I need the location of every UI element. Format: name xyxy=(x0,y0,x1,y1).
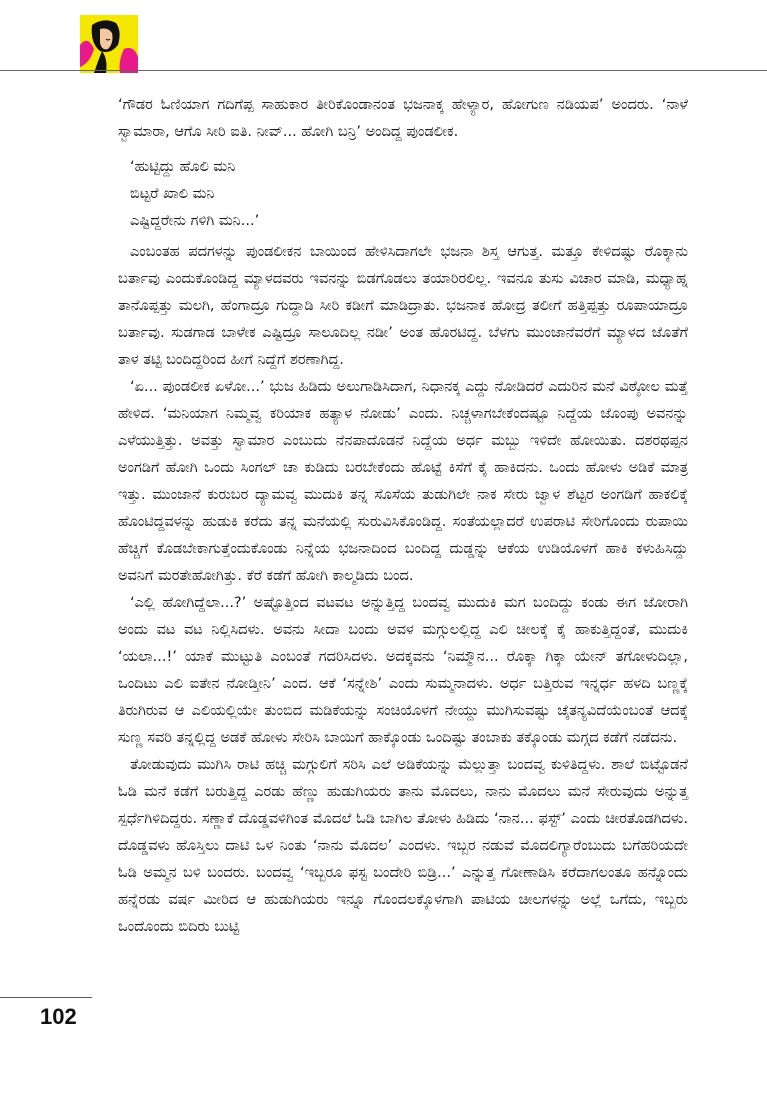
woman-face-logo-icon xyxy=(80,15,138,73)
page-number: 102 xyxy=(40,1004,77,1029)
paragraph-3: ‘ಏ... ಪುಂಡಲೀಕ ಏಳೋ...’ ಭುಜ ಹಿಡಿದು ಅಲುಗಾಡಿಸಿದಾಗ, ನಿಧಾನಕ್ಕ ಎದ್ದು ನೋಡಿದರೆ ಎದುರಿನ ಮನೆ ವಿಠ್ಠೋಲ ಮತ್ತೆ ಹೇಳಿದ. ‘ಮನಿಯಾಗ ನಿಮ್ಮವ್ವ ಕರಿಯಾಕ ಹತ್ಯಾಳ ನೋಡು’ ಎಂದು. ನಿಚ್ಚಳಾಗಬೇಕೆಂದಷ್ಟೂ ನಿದ್ದೆಯ ಜೊಂಪು ಅವನನ್ನು ಎಳೆಯುತ್ತಿತ್ತು. ಅವತ್ತು ಸ್ವಾಮಾರ ಎಂಬುದು ನೆನಪಾದೊಡನೆ ನಿದ್ದೆಯ ಅರ್ಧ ಮಬ್ಬು ಇಳಿದೇ ಹೋಯಿತು. ದಶರಥಪ್ಪನ ಅಂಗಡಿಗೆ ಹೋಗಿ ಒಂದು ಸಿಂಗಲ್ ಚಾ ಕುಡಿದು ಬರಬೇಕೆಂದು ಹೊಟ್ಟೆ ಕಿಸೆಗೆ ಕೈ ಹಾಕಿದನು. ಒಂದು ಹೋಳು ಅಡಿಕೆ ಮಾತ್ರ ಇತ್ತು. ಮುಂಜಾನೆ ಕುರುಬರ ದ್ಯಾಮವ್ವ ಮುದುಕಿ ತನ್ನ ಸೊಸೆಯ ತುಡುಗಿಲೇ ನಾಕ ಸೇರು ಜ್ವಾಳ ಶೆಟ್ಟರ ಅಂಗಡಿಗೆ ಹಾಕಲಿಕ್ಕೆ ಹೊಂಟಿದ್ದವಳನ್ನು ಹುಡುಕಿ ಕರೆದು ತನ್ನ ಮನೆಯಲ್ಲಿ ಸುರುವಿಸಿಕೊಂಡಿದ್ದ. ಸಂತೆಯಲ್ಲಾದರೆ ಉಪರಾಟಿ ಸೇರಿಗೊಂದು ರುಪಾಯಿ ಹೆಚ್ಚಿಗೆ ಕೊಡಬೇಕಾಗುತ್ತೆಂದುಕೊಂಡು ನಿನ್ನೆಯ ಭಜನಾದಿಂದ ಬಂದಿದ್ದ ದುಡ್ಡನ್ನು ಆಕೆಯ ಉಡಿಯೊಳಗೆ ಹಾಕಿ ಕಳುಹಿಸಿದ್ದು ಅವನಿಗೆ ಮರತೇಹೋಗಿತ್ತು. ಕೆರೆ ಕಡೆಗೆ ಹೋಗಿ ಕಾಲ್ಮಡಿದು ಬಂದ. xyxy=(118,379,688,584)
header-rule xyxy=(0,70,767,71)
poem-line: ಎಷ್ಟಿದ್ದರೇನು ಗಳಿಗಿ ಮನಿ...’ xyxy=(130,213,260,229)
paragraph-5: ತೋಡುವುದು ಮುಗಿಸಿ ರಾಟಿ ಹಚ್ಚಿ ಮಗ್ಗುಲಿಗೆ ಸರಿಸಿ ಎಲೆ ಅಡಿಕೆಯನ್ನು ಮೆಲ್ಲುತ್ತಾ ಬಂದವ್ವ ಕುಳಿತಿದ್ದಳು. ಶಾಲೆ ಬಿಟ್ಟೊಡನೆ ಓಡಿ ಮನೆ ಕಡೆಗೆ ಬರುತ್ತಿದ್ದ ಎರಡು ಹೆಣ್ಣು ಹುಡುಗಿಯರು ತಾನು ಮೊದಲು, ನಾನು ಮೊದಲು ಮನೆ ಸೇರುವುದು ಅನ್ನುತ್ತ ಸ್ಪರ್ಧೆಗಿಳಿದಿದ್ದರು. ಸಣ್ಣಾಕೆ ದೊಡ್ಡವಳಿಗಿಂತ ಮೊದಲೆ ಓಡಿ ಬಾಗಿಲ ತೋಳು ಹಿಡಿದು ‘ನಾನ... ಫಸ್ಟ್’ ಎಂದು ಚೀರತೊಡಗಿದಳು. ದೊಡ್ಡವಳು ಹೊಸ್ತಿಲು ದಾಟಿ ಒಳ ನಿಂತು ‘ನಾನು ಮೊದಲ’ ಎಂದಳು. ಇಬ್ಬರ ನಡುವೆ ಮೊದಲಿಗ್ಯಾರೆಂಬುದು ಬಗೆಹರಿಯದೇ ಓಡಿ ಅಮ್ಮನ ಬಳಿ ಬಂದರು. ಬಂದವ್ವ ‘ಇಬ್ಬರೂ ಫಸ್ಟ ಬಂದೇರಿ ಬಿಡ್ರಿ...’ ಎನ್ನುತ್ತ ಗೋಣಾಡಿಸಿ ಕರೆದಾಗಲಂತೂ ಹನ್ನೊಂದು ಹನ್ನೆರಡು ವರ್ಷ ಮೀರಿದ ಆ ಹುಡುಗಿಯರು ಇನ್ನೂ ಗೊಂದಲಕ್ಕೊಳಗಾಗಿ ಪಾಟಿಯ ಚೀಲಗಳನ್ನು ಅಲ್ಲೆ ಒಗೆದು, ಇಬ್ಬರು ಒಂದೊಂದು ಬಿದಿರು ಬುಟ್ಟಿ xyxy=(118,757,688,935)
poem-block xyxy=(130,154,688,235)
paragraph-4: ‘ಎಲ್ಲಿ ಹೋಗಿದ್ದೆಲಾ...?’ ಅಷ್ಟೊತ್ತಿಂದ ವಟವಟ ಅನ್ನುತ್ತಿದ್ದ ಬಂದವ್ವ ಮುದುಕಿ ಮಗ ಬಂದಿದ್ದು ಕಂಡು ಈಗ ಜೋರಾಗಿ ಅಂದು ವಟ ವಟ ನಿಲ್ಲಿಸಿದಳು. ಅವನು ಸೀದಾ ಬಂದು ಅವಳ ಮಗ್ಗುಲಲ್ಲಿದ್ದ ಎಲಿ ಚೀಲಕ್ಕೆ ಕೈ ಹಾಕುತ್ತಿದ್ದಂತೆ, ಮುದುಕಿ ‘ಯಲಾ...!’ ಯಾಕೆ ಮುಟ್ಟುತಿ ಎಂಬಂತೆ ಗದರಿಸಿದಳು. ಅದಕ್ಕವನು ‘ನಿಮ್ಮೌನ... ರೊಕ್ಕಾ ಗಿಕ್ಕಾ ಯೇನ್ ತಗೋಳುದಿಲ್ಲಾ, ಒಂದಿಟು ಎಲಿ ಐತೇನ ನೋಡ್ತೀನಿ’ ಎಂದ. ಆಕೆ ‘ಸನ್ನೇಶಿ’ ಎಂದು ಸುಮ್ಮನಾದಳು. ಅರ್ಧ ಬತ್ತಿರುವ ಇನ್ನರ್ಧ ಹಳದಿ ಬಣ್ಣಕ್ಕೆ ತಿರುಗಿರುವ ಆ ಎಲಿಯಲ್ಲಿಯೇ ತುಂಬಿದ ಮಡಿಕೆಯನ್ನು ಸಂಚಿಯೊಳಗೆ ನೇಯ್ದು ಮುಗಿಸುವಷ್ಟು ಚೈತನ್ಯವಿದೆಯೆಂಬಂತೆ ಆದಕ್ಕೆ ಸುಣ್ಣ ಸವರಿ ತನ್ನಲ್ಲಿದ್ದ ಅಡಕೆ ಹೋಳು ಸೇರಿಸಿ ಬಾಯಿಗೆ ಹಾಕ್ಕೊಂಡು ಒಂದಿಷ್ಟು ತಂಬಾಕು ತಕ್ಕೊಂಡು ಮಗ್ಗದ ಕಡೆಗೆ ನಡೆದನು. xyxy=(118,595,688,746)
page-body xyxy=(118,92,688,941)
paragraph-2: ಎಂಬಂತಹ ಪದಗಳನ್ನು ಪುಂಡಲೀಕನ ಬಾಯಿಂದ ಹೇಳಿಸಿದಾಗಲೇ ಭಜನಾ ಶಿಸ್ತ ಆಗುತ್ತ. ಮತ್ತೂ ಕೇಳಿದಷ್ಟು ರೊಕ್ಕಾನು ಬರ್ತಾವು ಎಂದುಕೊಂಡಿದ್ದ ಮ್ಯಾಳದವರು ಇವನನ್ನು ಬಿಡಗೊಡಲು ತಯಾರಿರಲಿಲ್ಲ. ಇವನೂ ತುಸು ವಿಚಾರ ಮಾಡಿ, ಮಧ್ಯಾಹ್ನ ತಾನೊಪ್ಪತ್ತು ಮಲಗಿ, ಹೆಂಗಾದ್ರೂ ಗುದ್ದಾಡಿ ಸೀರಿ ಕಡೀಗೆ ಮಾಡಿದ್ರಾತು. ಭಜನಾಕ ಹೋದ್ರ ತಲೀಗೆ ಹತ್ತಿಪ್ಪತ್ತು ರೂಪಾಯಾದ್ರೂ ಬರ್ತಾವು. ಸುಡಗಾಡ ಬಾಳೇಕ ಎಷ್ಟಿದ್ರೂ ಸಾಲೂದಿಲ್ಲ ನಡೀ’ ಅಂತ ಹೊರಟಿದ್ದ. ಬೆಳಗು ಮುಂಜಾನೆವರೆಗೆ ಮ್ಯಾಳದ ಜೊತೆಗೆ ತಾಳ ತಟ್ಟಿ ಬಂದಿದ್ದರಿಂದ ಹೀಗೆ ನಿದ್ದೆಗೆ ಶರಣಾಗಿದ್ದ. xyxy=(118,244,688,368)
poem-line: ಬಿಟ್ಟರೆ ಖಾಲಿ ಮನಿ xyxy=(130,186,215,202)
paragraph-1: ‘ಗೌಡರ ಓಣಿಯಾಗ ಗದಿಗೆಪ್ಪ ಸಾಹುಕಾರ ತೀರಿಕೊಂಡಾನಂತ ಭಜನಾಕ್ಕ ಹೇಳ್ಯಾರ, ಹೋಗುಣ ನಡಿಯಪ’ ಅಂದರು. ‘ನಾಳೆ ಸ್ವಾಮಾರಾ, ಆಗೊ ಸೀರಿ ಐತಿ. ನೀವ್... ಹೋಗಿ ಬನ್ರಿ’ ಅಂದಿದ್ದ ಪುಂಡಲೀಕ. xyxy=(118,97,688,140)
poem-line: ‘ಹುಟ್ಟಿದ್ದು ಹೊಲಿ ಮನಿ xyxy=(130,159,236,175)
footer-rule xyxy=(0,997,92,998)
